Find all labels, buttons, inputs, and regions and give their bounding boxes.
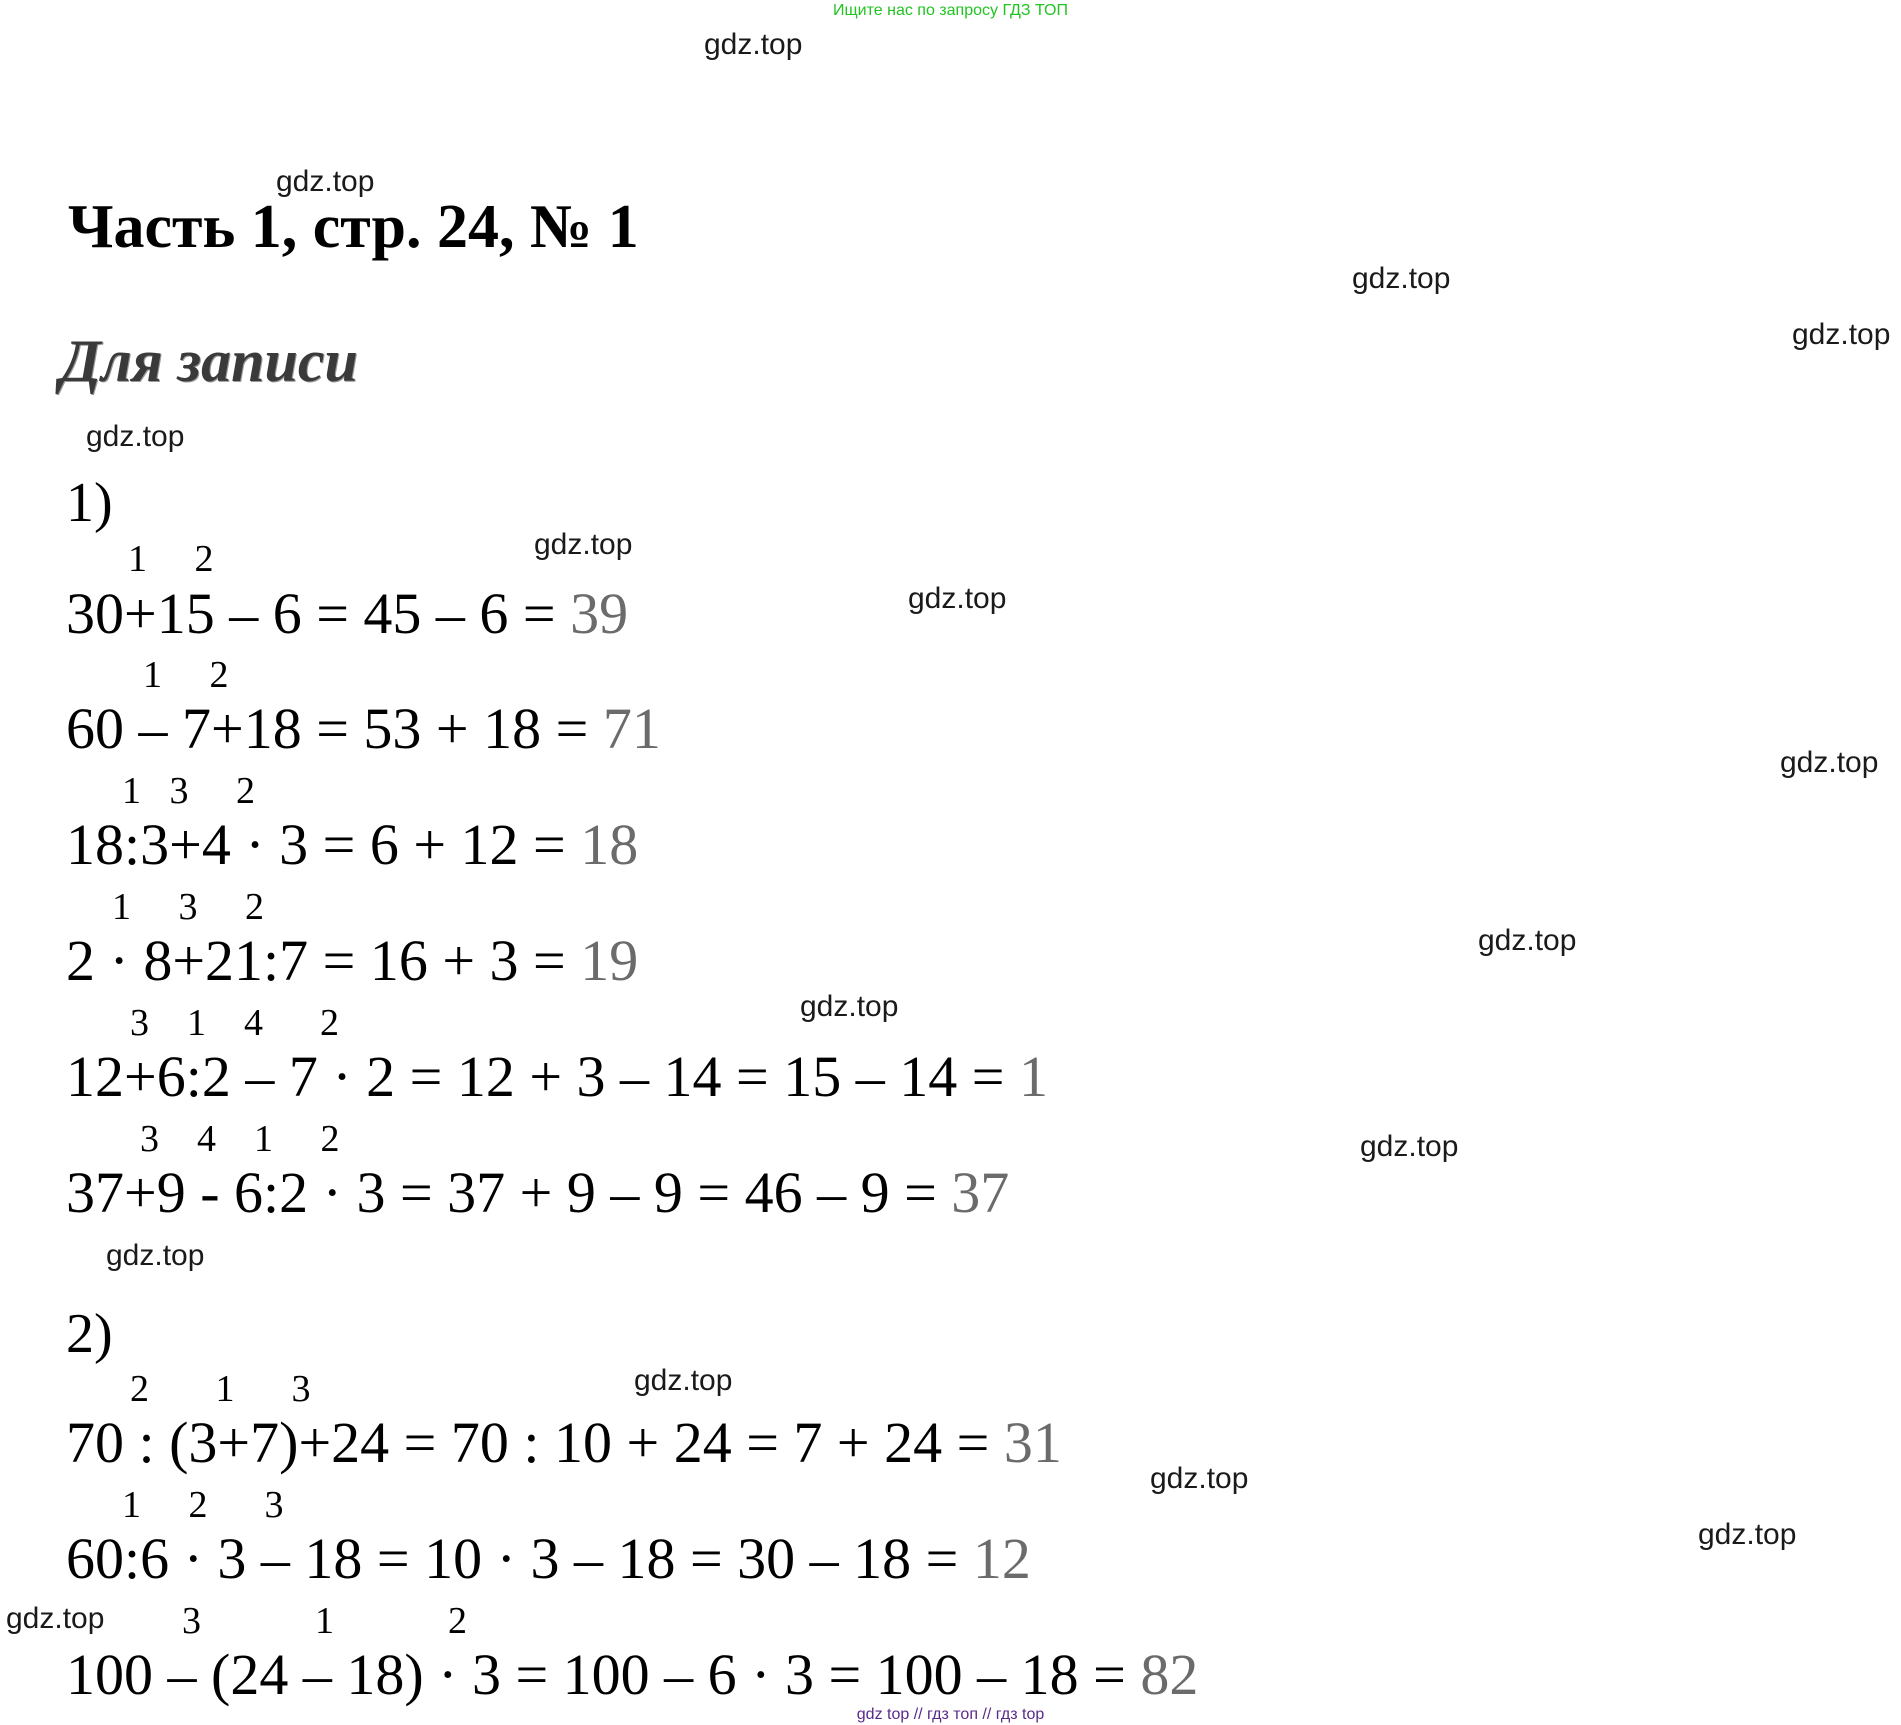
watermark: gdz.top xyxy=(1792,318,1891,351)
watermark: gdz.top xyxy=(1352,262,1451,295)
expression: 30+15 – 6 = 45 – 6 = xyxy=(66,581,571,646)
answer: 37 xyxy=(951,1160,1010,1225)
watermark: gdz.top xyxy=(704,28,803,61)
operation-order: 3 4 1 2 xyxy=(140,1118,340,1160)
operation-order: 1 3 2 xyxy=(122,770,255,812)
watermark: gdz.top xyxy=(1360,1130,1459,1163)
answer: 82 xyxy=(1140,1642,1199,1707)
operation-order: 1 2 3 xyxy=(122,1484,284,1526)
expression: 12+6:2 – 7 · 2 = 12 + 3 – 14 = 15 – 14 = xyxy=(66,1044,1019,1109)
watermark: gdz.top xyxy=(276,165,375,198)
watermark: gdz.top xyxy=(1698,1518,1797,1551)
expression: 37+9 - 6:2 · 3 = 37 + 9 – 9 = 46 – 9 = xyxy=(66,1160,952,1225)
page-title: Часть 1, стр. 24, № 1 xyxy=(68,193,639,261)
answer: 39 xyxy=(570,581,629,646)
watermark: gdz.top xyxy=(634,1364,733,1397)
expression-row xyxy=(66,812,639,877)
watermark: gdz.top xyxy=(800,990,899,1023)
watermark: gdz.top xyxy=(908,582,1007,615)
operation-order: 3 1 4 2 xyxy=(130,1002,339,1044)
watermark: gdz.top xyxy=(1780,746,1879,779)
expression: 100 – (24 – 18) · 3 = 100 – 6 · 3 = 100 – 18 = xyxy=(66,1642,1141,1707)
operation-order: 1 3 2 xyxy=(112,886,264,928)
expression: 18:3+4 · 3 = 6 + 12 = xyxy=(66,812,581,877)
answer: 1 xyxy=(1018,1044,1048,1109)
expression-row xyxy=(66,1160,1010,1225)
watermark: gdz.top xyxy=(1478,924,1577,957)
watermark: gdz.top xyxy=(86,420,185,453)
expression-row xyxy=(66,1526,1031,1591)
expression: 2 · 8+21:7 = 16 + 3 = xyxy=(66,928,581,993)
expression-row xyxy=(66,928,639,993)
part-label: 1) xyxy=(66,472,113,534)
answer: 71 xyxy=(602,696,661,761)
section-subtitle: Для записи xyxy=(60,328,358,394)
watermark: gdz.top xyxy=(1150,1462,1249,1495)
banner-text: Ищите нас по запросу ГДЗ ТОП xyxy=(833,2,1068,19)
answer: 18 xyxy=(580,812,639,877)
expression: 60 – 7+18 = 53 + 18 = xyxy=(66,696,603,761)
expression-row xyxy=(66,1410,1062,1475)
expression: 60:6 · 3 – 18 = 10 · 3 – 18 = 30 – 18 = xyxy=(66,1526,973,1591)
answer: 31 xyxy=(1003,1410,1062,1475)
search-hint-banner xyxy=(0,2,1901,20)
expression-row xyxy=(66,1044,1048,1109)
watermark: gdz.top xyxy=(6,1602,105,1635)
operation-order: 1 2 xyxy=(143,654,229,696)
part-label: 2) xyxy=(66,1303,113,1365)
watermark: gdz.top xyxy=(534,528,633,561)
footer-watermark: gdz top // гдз топ // гдз top xyxy=(856,1706,1045,1723)
expression-row xyxy=(66,581,629,646)
watermark: gdz.top xyxy=(106,1239,205,1272)
answer: 12 xyxy=(972,1526,1031,1591)
expression-row xyxy=(66,1642,1199,1707)
expression-row xyxy=(66,696,661,761)
expression: 70 : (3+7)+24 = 70 : 10 + 24 = 7 + 24 = xyxy=(66,1410,1004,1475)
operation-order: 1 2 xyxy=(128,538,214,580)
answer: 19 xyxy=(580,928,639,993)
operation-order: 3 1 2 xyxy=(182,1600,467,1642)
operation-order: 2 1 3 xyxy=(130,1368,311,1410)
